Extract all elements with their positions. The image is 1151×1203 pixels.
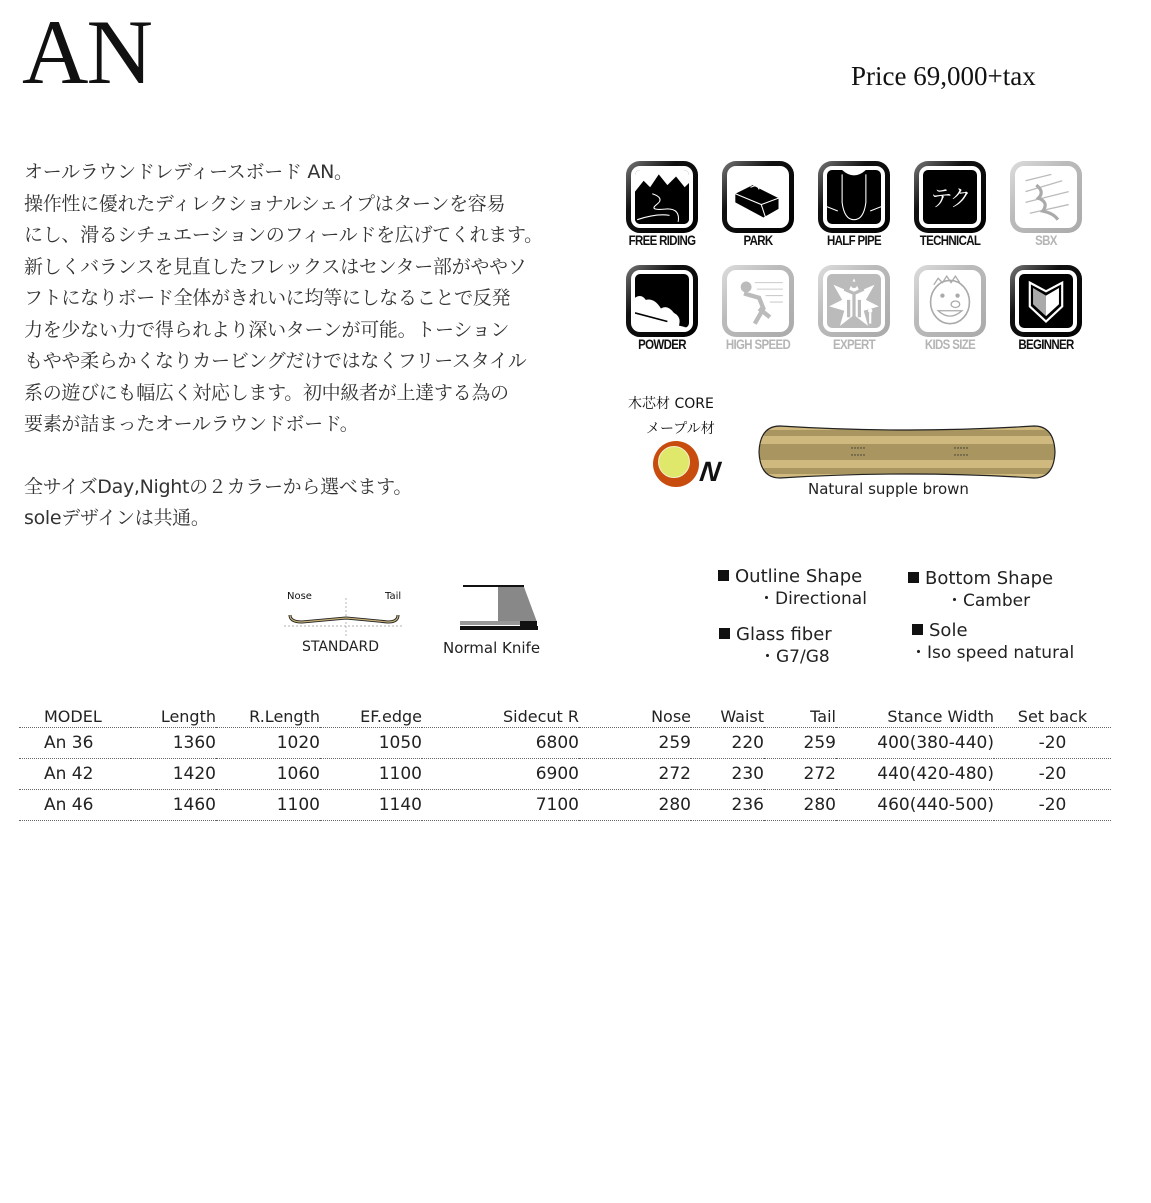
cell-set-back: -20	[994, 758, 1111, 789]
description-line: オールラウンドレディースボード AN。	[24, 161, 353, 183]
cell-model: An 46	[19, 789, 131, 820]
spec-title: Sole	[929, 620, 968, 641]
kid-face-icon	[923, 274, 977, 328]
cell-stance-width: 400(380-440)	[836, 727, 994, 758]
description-line: 要素が詰まったオールラウンドボード。	[24, 413, 359, 435]
spec-title: Bottom Shape	[925, 568, 1054, 589]
category-park	[718, 161, 798, 257]
category-label: FREE RIDING	[628, 232, 696, 248]
cell-ef-edge: 1100	[320, 758, 422, 789]
category-kids-size	[910, 265, 990, 361]
col-header-sidecut-r: Sidecut R	[422, 703, 579, 727]
category-free-riding	[622, 161, 702, 257]
cell-length: 1420	[131, 758, 216, 789]
cell-model: An 42	[19, 758, 131, 789]
cell-sidecut-r: 6900	[422, 758, 579, 789]
speed-icon	[731, 274, 785, 328]
cell-nose: 280	[579, 789, 691, 820]
profile-caption: STANDARD	[302, 639, 380, 655]
cell-nose: 259	[579, 727, 691, 758]
category-label: POWDER	[638, 336, 686, 352]
description-line: 力を少ない力で得られより深いターンが可能。トーション	[24, 318, 510, 341]
cell-length: 1460	[131, 789, 216, 820]
cell-waist: 230	[691, 758, 764, 789]
category-sbx	[1006, 161, 1086, 257]
cell-waist: 220	[691, 727, 764, 758]
cell-sidecut-r: 7100	[422, 789, 579, 820]
cell-tail: 259	[764, 727, 836, 758]
spec-value: ・Directional	[758, 589, 867, 609]
category-label: HIGH SPEED	[725, 336, 791, 352]
spec-title: Outline Shape	[735, 566, 863, 587]
col-header-nose: Nose	[579, 703, 691, 727]
spec-title: Glass fiber	[736, 624, 832, 645]
category-label: BEGINNER	[1018, 336, 1074, 352]
category-label: EXPERT	[833, 336, 875, 352]
product-title: AN	[22, 1, 151, 103]
core-icon	[653, 441, 699, 487]
cell-set-back: -20	[994, 789, 1111, 820]
col-header-set-back: Set back	[994, 703, 1111, 727]
n-logo-icon: N	[697, 456, 723, 487]
mountain-icon	[635, 170, 689, 224]
category-high-speed	[718, 265, 798, 361]
col-header-length: Length	[131, 703, 216, 727]
description-line: 新しくバランスを見直したフレックスはセンター部がややソ	[24, 255, 527, 278]
cell-length: 1360	[131, 727, 216, 758]
core-material: メープル材	[646, 421, 715, 437]
spec-table	[19, 703, 1111, 821]
halfpipe-icon	[827, 170, 881, 224]
expert-icon	[827, 274, 881, 328]
col-header-stance-width: Stance Width	[836, 703, 994, 727]
spec-bottom-shape	[908, 568, 1053, 612]
cell-waist: 236	[691, 789, 764, 820]
category-expert	[814, 265, 894, 361]
edge-caption: Normal Knife	[443, 639, 541, 657]
profile-tail-label: Tail	[385, 591, 402, 602]
edge-knife-icon	[460, 584, 540, 638]
table-row	[19, 758, 1111, 789]
spec-outline-shape	[718, 566, 867, 610]
cell-tail: 272	[764, 758, 836, 789]
product-description	[24, 157, 564, 535]
description-line: にし、滑るシチュエーションのフィールドを広げてくれます。	[24, 224, 543, 246]
col-header-waist: Waist	[691, 703, 764, 727]
board-graphic	[758, 424, 1056, 480]
category-label: TECHNICAL	[919, 232, 981, 248]
spec-sole	[912, 620, 1074, 664]
cell-r-length: 1060	[216, 758, 320, 789]
price-label: Price 69,000+tax	[851, 61, 1036, 91]
powder-icon	[635, 274, 689, 328]
table-row	[19, 789, 1111, 820]
color-note-line: soleデザインは共通。	[24, 507, 210, 529]
description-line: フトになりボード全体がきれいに均等にしなることで反発	[24, 287, 511, 309]
category-powder	[622, 265, 702, 361]
color-note-line: 全サイズDay,Nightの２カラーから選べます。	[24, 475, 413, 498]
cell-nose: 272	[579, 758, 691, 789]
category-label: KIDS SIZE	[924, 336, 976, 352]
col-header-tail: Tail	[764, 703, 836, 727]
spec-value: ・G7/G8	[759, 647, 830, 667]
description-line: 操作性に優れたディレクショナルシェイプはターンを容易	[24, 192, 506, 215]
board-color-caption: Natural supple brown	[808, 480, 969, 498]
core-label: 木芯材 CORE	[628, 396, 714, 412]
category-label: PARK	[743, 232, 773, 248]
category-technical	[910, 161, 990, 257]
col-header-r-length: R.Length	[216, 703, 320, 727]
spec-value: ・Camber	[946, 591, 1031, 611]
cell-tail: 280	[764, 789, 836, 820]
sbx-icon	[1019, 170, 1073, 224]
beginner-mark-icon	[1019, 274, 1073, 328]
cell-ef-edge: 1140	[320, 789, 422, 820]
cell-r-length: 1020	[216, 727, 320, 758]
cell-stance-width: 460(440-500)	[836, 789, 994, 820]
cell-r-length: 1100	[216, 789, 320, 820]
col-header-model: MODEL	[19, 703, 131, 727]
table-row	[19, 727, 1111, 758]
box-icon	[731, 170, 785, 224]
profile-nose-label: Nose	[287, 591, 312, 602]
spec-glass-fiber	[719, 624, 832, 668]
tech-icon: テク	[930, 186, 970, 212]
description-line: 系の遊びにも幅広く対応します。初中級者が上達する為の	[24, 381, 509, 404]
cell-ef-edge: 1050	[320, 727, 422, 758]
category-label: SBX	[1035, 232, 1057, 248]
description-line: もやや柔らかくなりカービングだけではなくフリースタイル	[24, 350, 527, 372]
cell-sidecut-r: 6800	[422, 727, 579, 758]
spec-value: ・Iso speed natural	[910, 643, 1075, 663]
category-label: HALF PIPE	[826, 232, 882, 248]
cell-set-back: -20	[994, 727, 1111, 758]
col-header-ef-edge: EF.edge	[320, 703, 422, 727]
category-beginner	[1006, 265, 1086, 361]
cell-stance-width: 440(420-480)	[836, 758, 994, 789]
cell-model: An 36	[19, 727, 131, 758]
table-header-row	[19, 703, 1111, 727]
category-half-pipe	[814, 161, 894, 257]
